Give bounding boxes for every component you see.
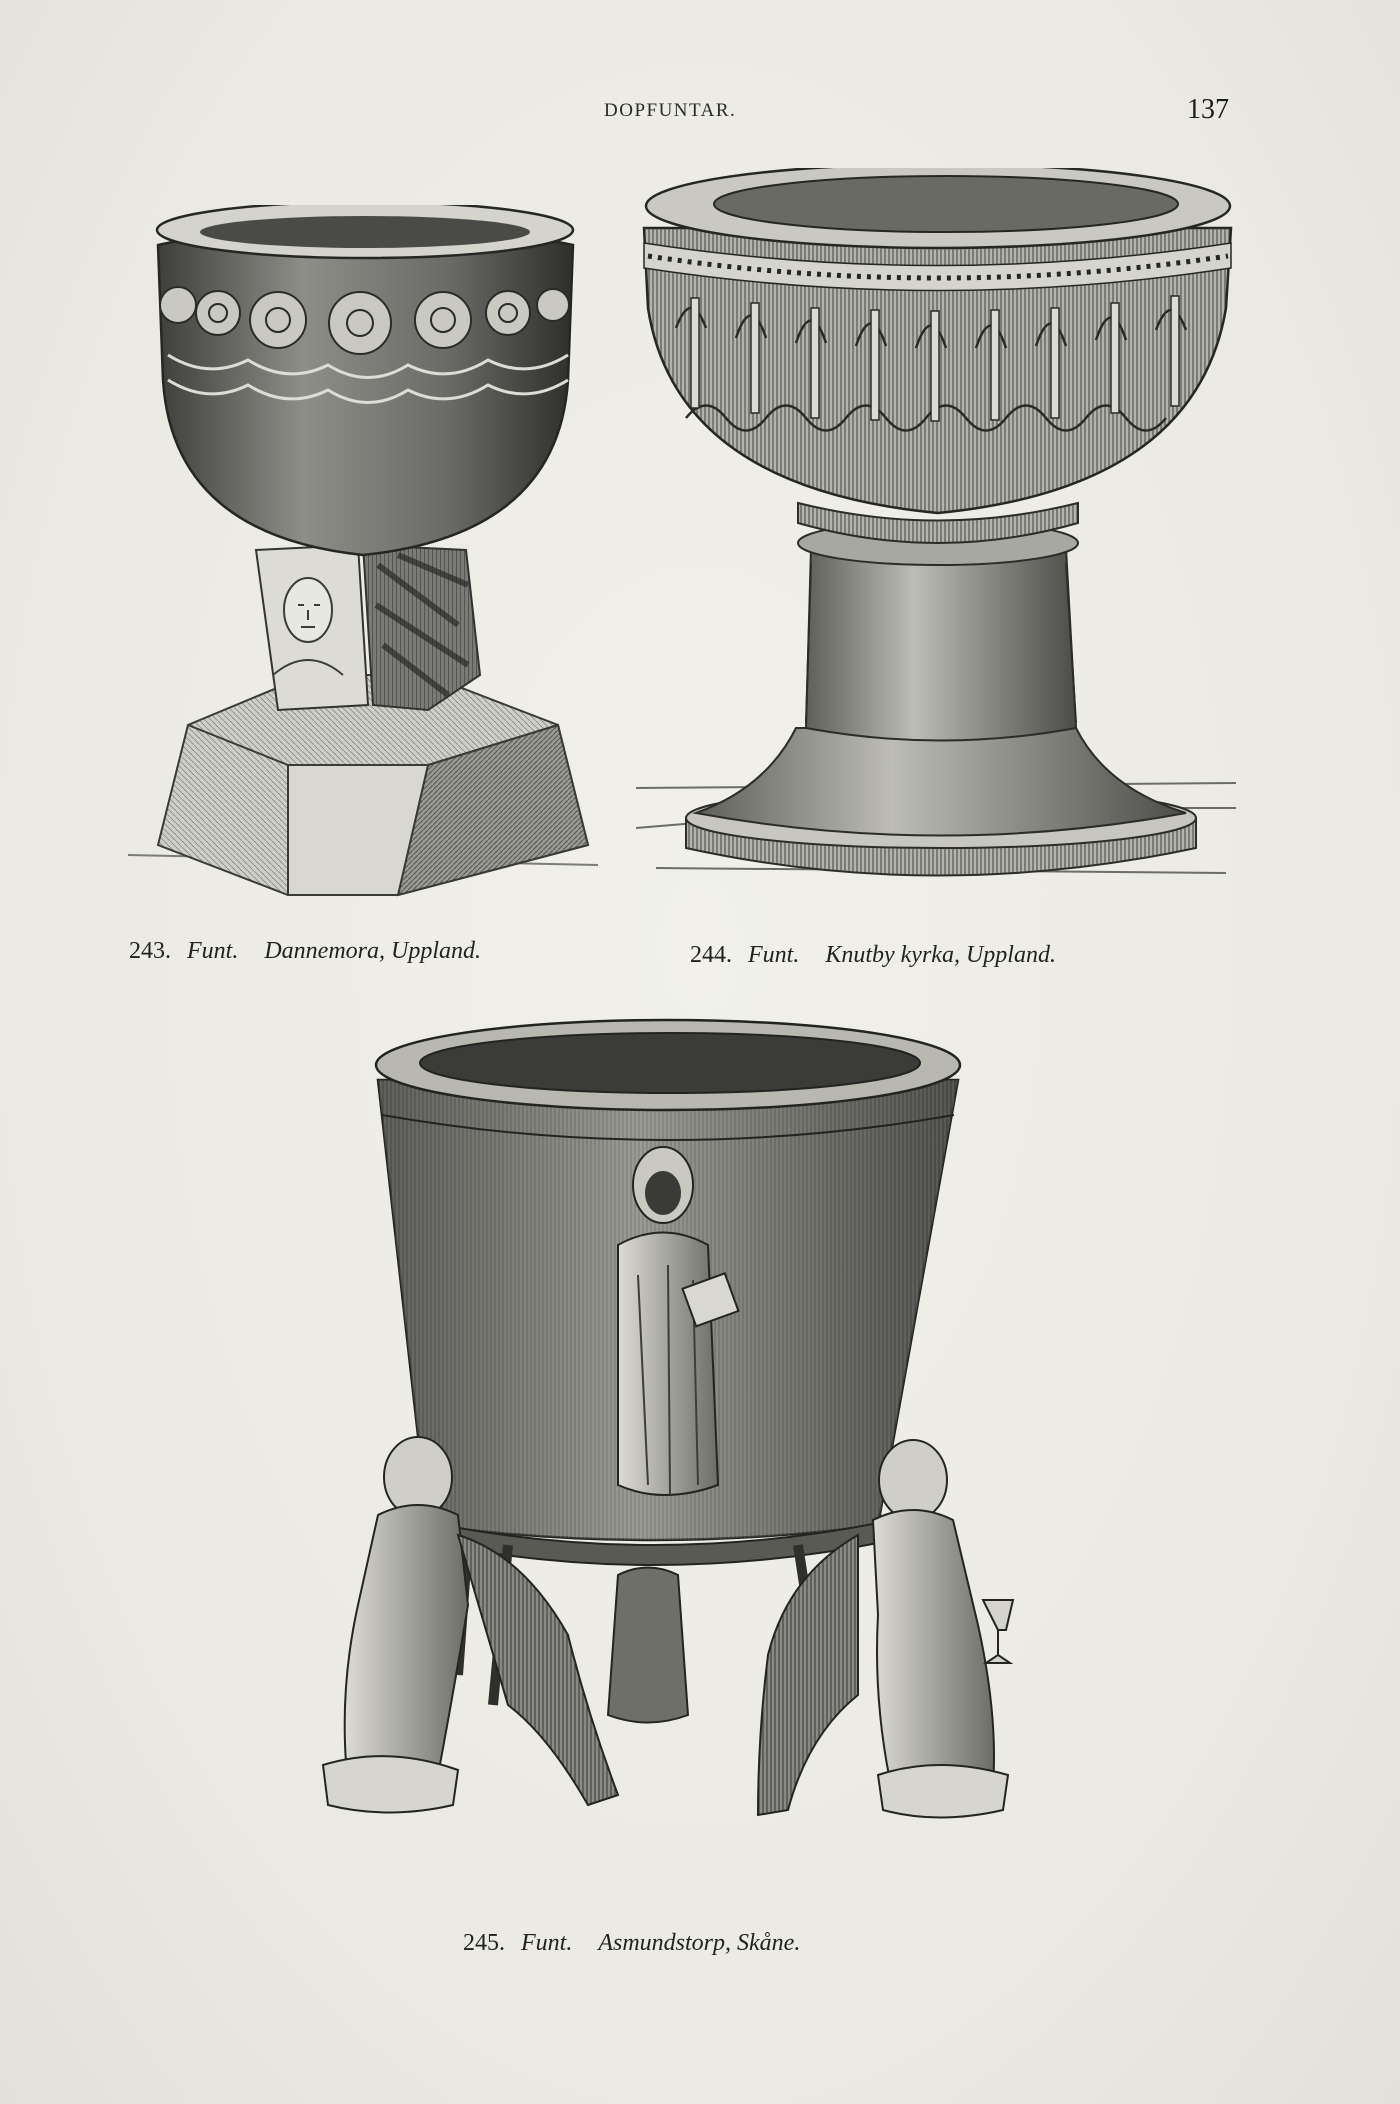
figure-245-illustration <box>318 1015 1048 1915</box>
figure-243-place: Dannemora, Uppland. <box>264 938 481 964</box>
figure-244-caption <box>690 942 1056 969</box>
figure-245-title: Funt. <box>521 1930 573 1956</box>
running-head: DOPFUNTAR. <box>604 100 737 121</box>
figure-245-caption <box>463 1930 800 1957</box>
figure-244-illustration <box>636 168 1236 908</box>
figure-244-title: Funt. <box>748 942 800 968</box>
page-number: 137 <box>1187 94 1229 125</box>
figure-243-number: 243. <box>129 938 171 964</box>
figure-243-caption <box>129 938 481 965</box>
figure-245-number: 245. <box>463 1930 505 1956</box>
figure-245-place: Asmundstorp, Skåne. <box>598 1930 801 1956</box>
figure-243-title: Funt. <box>187 938 239 964</box>
figure-244-place: Knutby kyrka, Uppland. <box>825 942 1056 968</box>
figure-244-number: 244. <box>690 942 732 968</box>
figure-243-illustration <box>128 205 598 910</box>
